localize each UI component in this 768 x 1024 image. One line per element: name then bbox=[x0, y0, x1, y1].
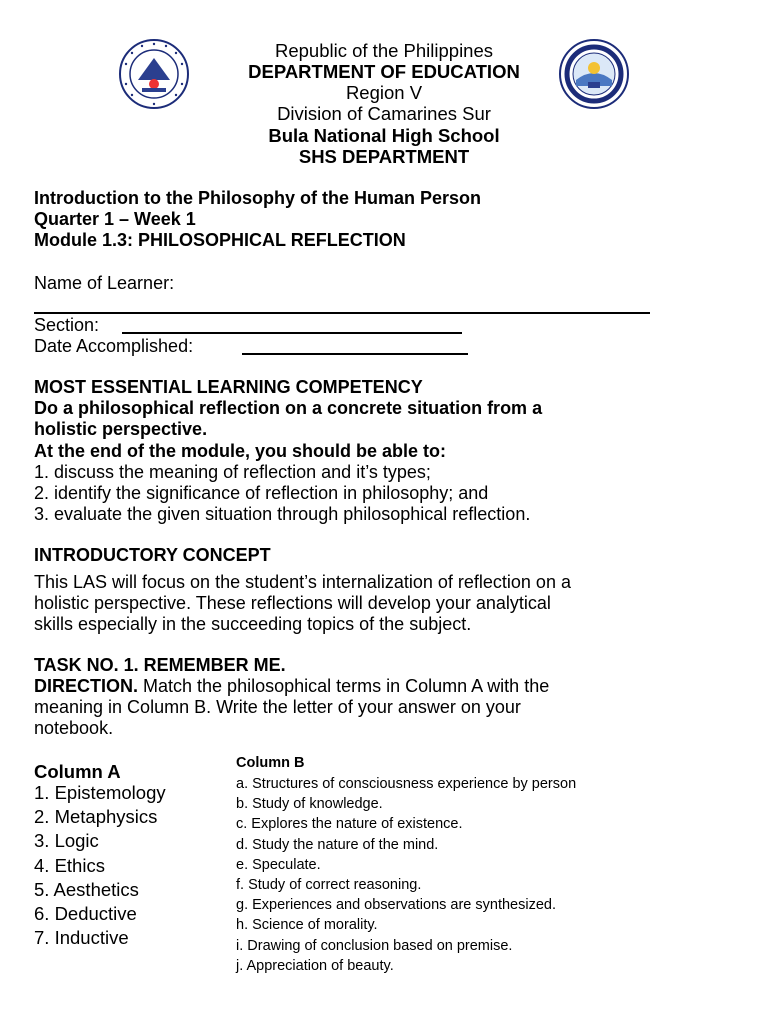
column-b-item: e. Speculate. bbox=[236, 856, 321, 873]
column-a-item: 7. Inductive bbox=[34, 927, 129, 949]
course-title: Introduction to the Philosophy of the Human Person bbox=[34, 188, 481, 208]
intro-line-3: skills especially in the succeeding topics of the subject. bbox=[34, 614, 472, 634]
column-b-item: a. Structures of consciousness experience by person bbox=[236, 776, 577, 792]
column-a-heading: Column A bbox=[34, 761, 121, 782]
melc-competency-line-1: Do a philosophical reflection on a concrete situation from a bbox=[34, 398, 543, 418]
task-direction-text: Match the philosophical terms in Column A with the bbox=[138, 676, 550, 696]
column-b-item: f. Study of correct reasoning. bbox=[236, 877, 422, 894]
learner-section-label: Section: bbox=[34, 315, 100, 335]
column-b-item: c. Explores the nature of existence. bbox=[236, 816, 463, 833]
intro-line-2: holistic perspective. These reflections will develop your analytical bbox=[34, 593, 551, 613]
header-department: DEPARTMENT OF EDUCATION bbox=[248, 61, 520, 82]
header-division: Division of Camarines Sur bbox=[277, 103, 491, 124]
column-b-item: j. Appreciation of beauty. bbox=[236, 957, 394, 974]
learner-section-line[interactable] bbox=[122, 332, 462, 334]
column-a-item: 5. Aesthetics bbox=[34, 878, 139, 900]
task-direction-label: DIRECTION. bbox=[34, 676, 139, 696]
learner-name-line[interactable] bbox=[34, 312, 650, 314]
learner-date-line[interactable] bbox=[242, 353, 468, 355]
intro-line-1: This LAS will focus on the student’s internalization of reflection on a bbox=[34, 572, 571, 592]
column-b-heading: Column B bbox=[236, 755, 305, 771]
column-b-item: g. Experiences and observations are synthesized. bbox=[236, 897, 556, 914]
task-direction-line-1 bbox=[34, 676, 549, 697]
column-b-item: i. Drawing of conclusion based on premise. bbox=[236, 937, 513, 954]
column-b-item: h. Science of morality. bbox=[236, 917, 378, 934]
task-heading: TASK NO. 1. REMEMBER ME. bbox=[34, 655, 286, 675]
intro-heading: INTRODUCTORY CONCEPT bbox=[34, 545, 271, 565]
column-a-item: 4. Ethics bbox=[34, 854, 105, 876]
task-direction-line-2: meaning in Column B. Write the letter of your answer on your bbox=[34, 697, 521, 717]
melc-heading: MOST ESSENTIAL LEARNING COMPETENCY bbox=[34, 377, 423, 397]
column-b-list bbox=[236, 774, 576, 976]
melc-objective-1: 1. discuss the meaning of reflection and it’s types; bbox=[34, 462, 431, 482]
column-a-item: 3. Logic bbox=[34, 830, 99, 852]
melc-competency-line-2: holistic perspective. bbox=[34, 419, 208, 439]
header-school: Bula National High School bbox=[268, 125, 500, 146]
header-shs-department: SHS DEPARTMENT bbox=[298, 146, 470, 167]
learner-date-label: Date Accomplished: bbox=[34, 336, 194, 356]
column-b-item: b. Study of knowledge. bbox=[236, 796, 383, 813]
melc-objective-3: 3. evaluate the given situation through philosophical reflection. bbox=[34, 504, 531, 524]
task-direction-line-3: notebook. bbox=[34, 718, 114, 738]
header-region: Region V bbox=[345, 82, 423, 103]
column-a-item: 6. Deductive bbox=[34, 903, 137, 925]
header-republic: Republic of the Philippines bbox=[274, 40, 494, 61]
course-quarter: Quarter 1 – Week 1 bbox=[34, 209, 196, 229]
column-a-list bbox=[34, 781, 166, 950]
column-b-item: d. Study the nature of the mind. bbox=[236, 836, 439, 853]
melc-objectives-intro: At the end of the module, you should be able to: bbox=[34, 441, 446, 461]
column-a-item: 2. Metaphysics bbox=[34, 806, 158, 828]
column-a-item: 1. Epistemology bbox=[34, 782, 166, 803]
melc-objective-2: 2. identify the significance of reflection in philosophy; and bbox=[34, 483, 489, 503]
learner-name-label: Name of Learner: bbox=[34, 273, 175, 293]
course-module: Module 1.3: PHILOSOPHICAL REFLECTION bbox=[34, 230, 406, 250]
